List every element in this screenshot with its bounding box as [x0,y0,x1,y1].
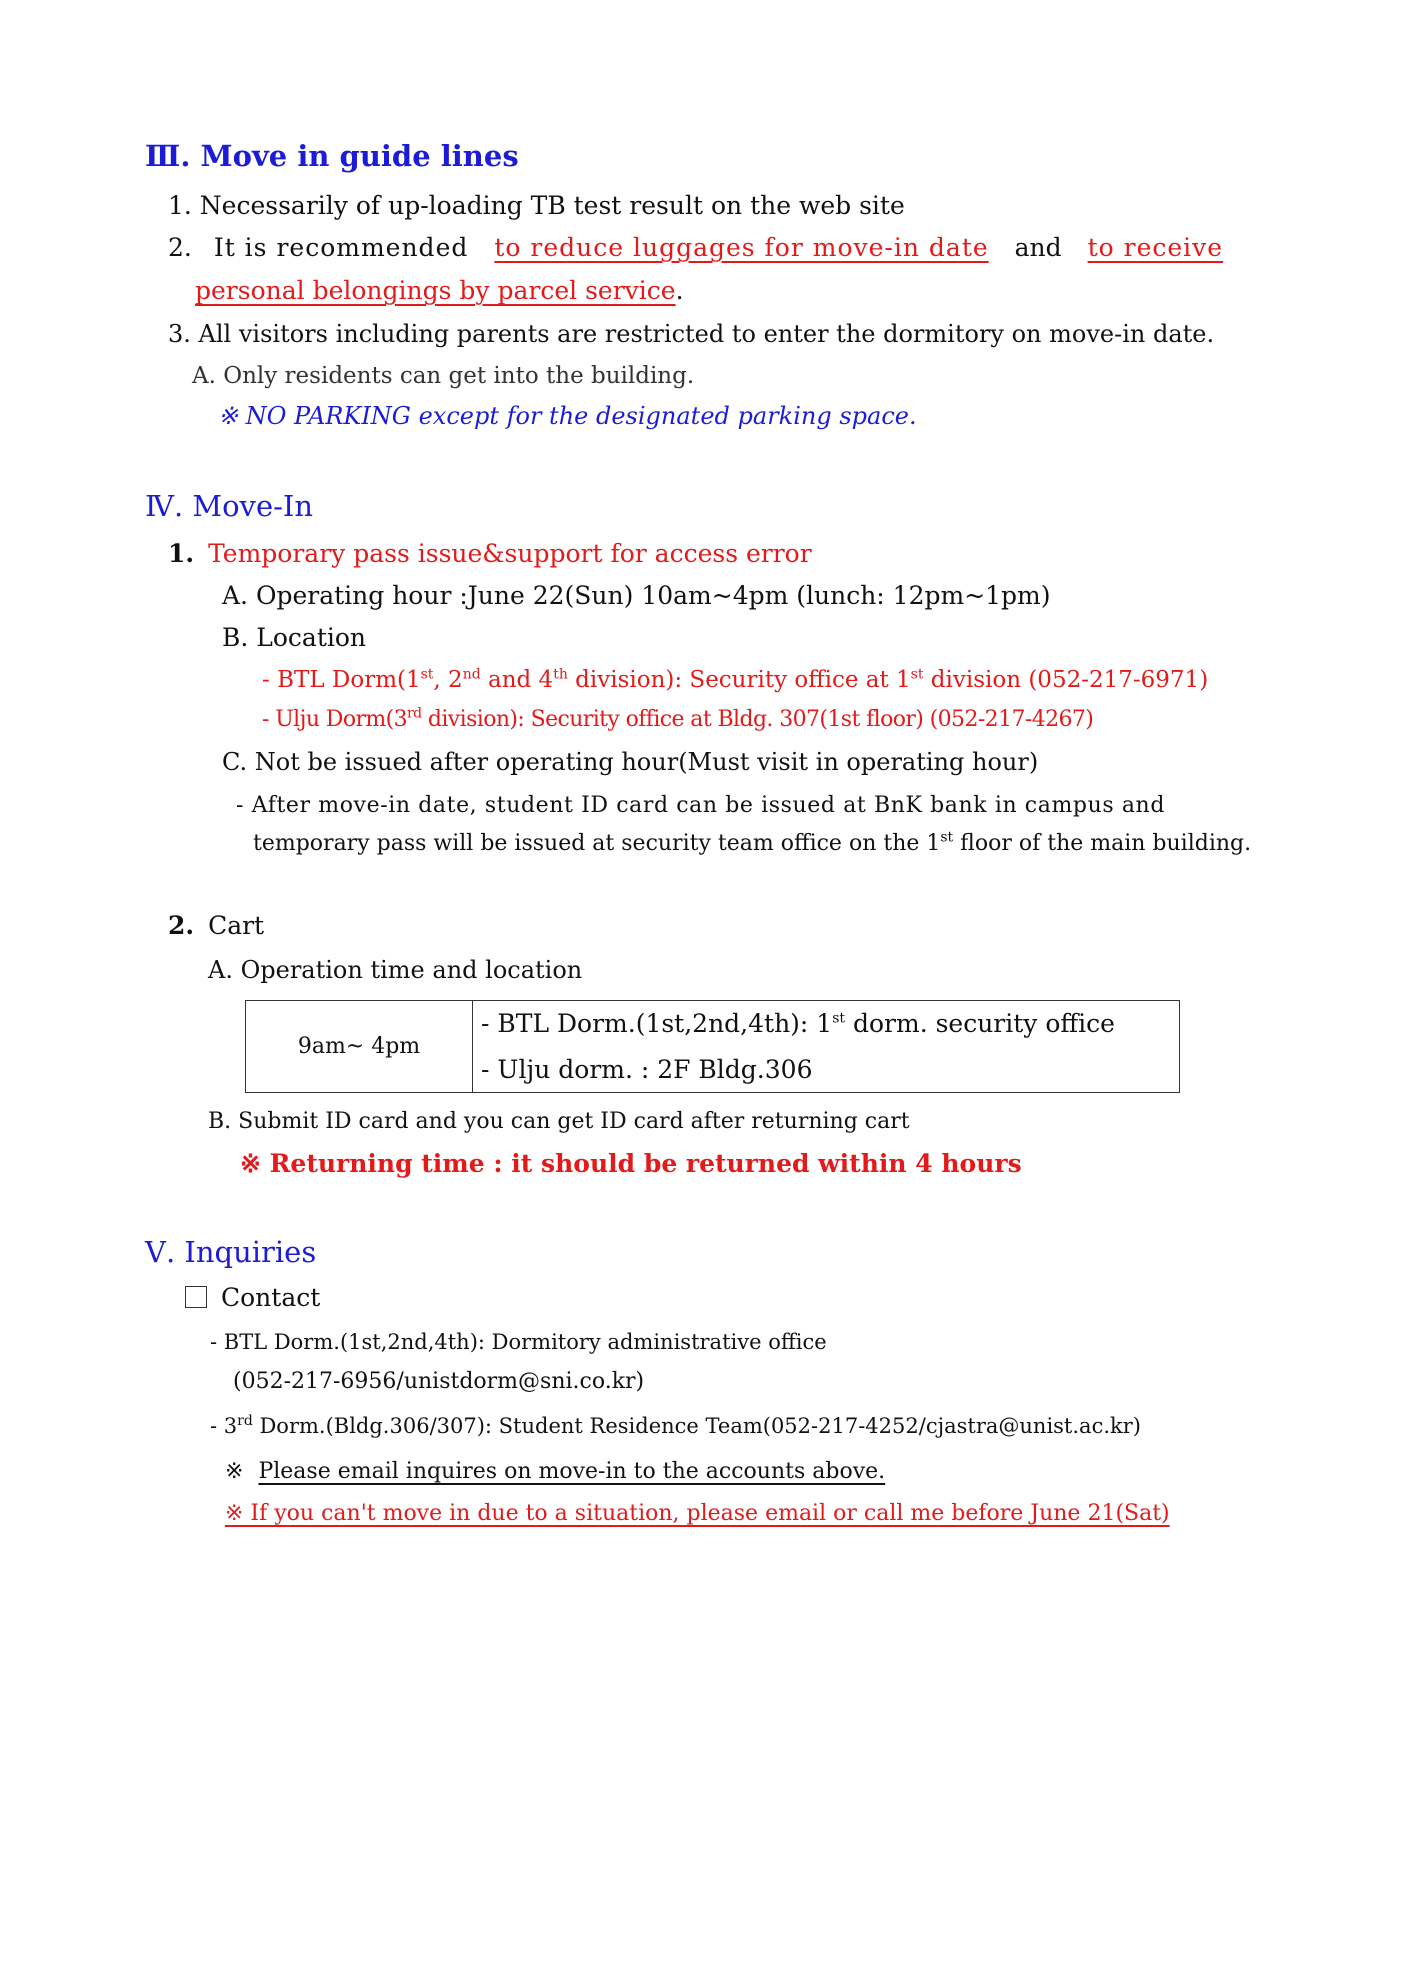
highlight-text: to receive [1087,233,1224,262]
text: , 2 [433,667,463,693]
contact-btl-line-2: (052-217-6956/unistdorm@sni.co.kr) [233,1369,645,1394]
highlight-text: to reduce luggages for move-in date [494,233,989,262]
text: floor of the main building. [953,831,1252,856]
text: division): Security office at 1 [567,667,911,693]
location-label: B. Location [222,623,367,652]
guideline-item-3a: A. Only residents can get into the building. [192,363,695,389]
guideline-item-2-cont [195,275,684,307]
text: Dorm.(Bldg.306/307): Student Residence Team(052-217-4252/cjastra@unist.ac.kr) [252,1414,1141,1438]
guideline-item-2 [168,232,1258,264]
superscript: rd [237,1413,253,1429]
item-number: 2. [168,233,192,262]
superscript: rd [407,705,422,722]
text: and 4 [480,667,554,693]
location-ulju [262,704,1093,736]
section-3-heading: Ⅲ. Move in guide lines [145,139,519,173]
cart-table [245,1000,1180,1093]
after-move-in-note-2 [253,828,1251,860]
item-number: 2. [168,911,195,940]
cart-submit-note: B. Submit ID card and you can get ID card after returning cart [208,1109,910,1134]
text: - BTL Dorm(1 [262,667,421,693]
text: - BTL Dorm.(1st,2nd,4th): 1 [481,1009,833,1039]
operating-hour: A. Operating hour :June 22(Sun) 10am~4pm (lunch: 12pm~1pm) [222,581,1051,610]
cart-time-cell: 9am~ 4pm [246,1001,473,1093]
item-text: and [1014,233,1062,262]
highlight-text: personal belongings by parcel service [195,276,676,305]
contact-label [185,1282,320,1314]
superscript: st [420,666,434,683]
subsection-temporary-pass [168,538,812,570]
cannot-move-in-note: ※ If you can't move in due to a situation, please email or call me before June 21(Sat) [225,1501,1170,1526]
guideline-item-3: 3. All visitors including parents are restricted to enter the dormitory on move-in date. [168,320,1215,348]
subsection-title: Cart [208,911,265,940]
text: Contact [221,1283,321,1312]
cart-location-ulju: - Ulju dorm. : 2F Bldg.306 [473,1047,1180,1093]
item-text: It is recommended [213,233,469,262]
text: - Ulju Dorm(3 [262,707,408,732]
return-time-note: ※ Returning time : it should be returned within 4 hours [240,1149,1022,1178]
superscript: st [940,829,954,846]
text: - 3 [210,1414,238,1438]
text: division): Security office at Bldg. 307(1st floor) (052-217-4267) [421,707,1094,732]
contact-3rd-dorm [210,1410,1141,1442]
item-number: 1. [168,539,195,568]
cart-operation-label: A. Operation time and location [208,956,583,984]
period: . [675,276,684,305]
subsection-cart [168,910,264,942]
guideline-item-1: 1. Necessarily of up-loading TB test result on the web site [168,191,905,220]
text: division (052-217-6971) [923,667,1209,693]
location-btl [262,664,1208,696]
superscript: st [910,666,924,683]
note-text: Please email inquires on move-in to the accounts above. [258,1459,886,1484]
superscript: nd [462,666,481,683]
cart-location-btl [473,1001,1180,1047]
not-issued-note: C. Not be issued after operating hour(Must visit in operating hour) [222,748,1039,776]
parking-note: ※ NO PARKING except for the designated parking space. [218,402,917,430]
superscript: st [832,1010,846,1027]
section-5-heading: Ⅴ. Inquiries [145,1235,317,1269]
email-note [225,1456,885,1488]
contact-btl-line-1: - BTL Dorm.(1st,2nd,4th): Dormitory administrative office [210,1330,827,1354]
section-4-heading: Ⅳ. Move-In [145,489,314,523]
checkbox-icon [185,1286,207,1308]
note-mark: ※ [225,1459,244,1484]
subsection-title: Temporary pass issue&support for access error [208,539,812,568]
text: temporary pass will be issued at security team office on the 1 [253,831,941,856]
after-move-in-note-1: - After move-in date, student ID card can be issued at BnK bank in campus and [236,793,1166,818]
superscript: th [553,666,568,683]
text: dorm. security office [845,1009,1115,1039]
